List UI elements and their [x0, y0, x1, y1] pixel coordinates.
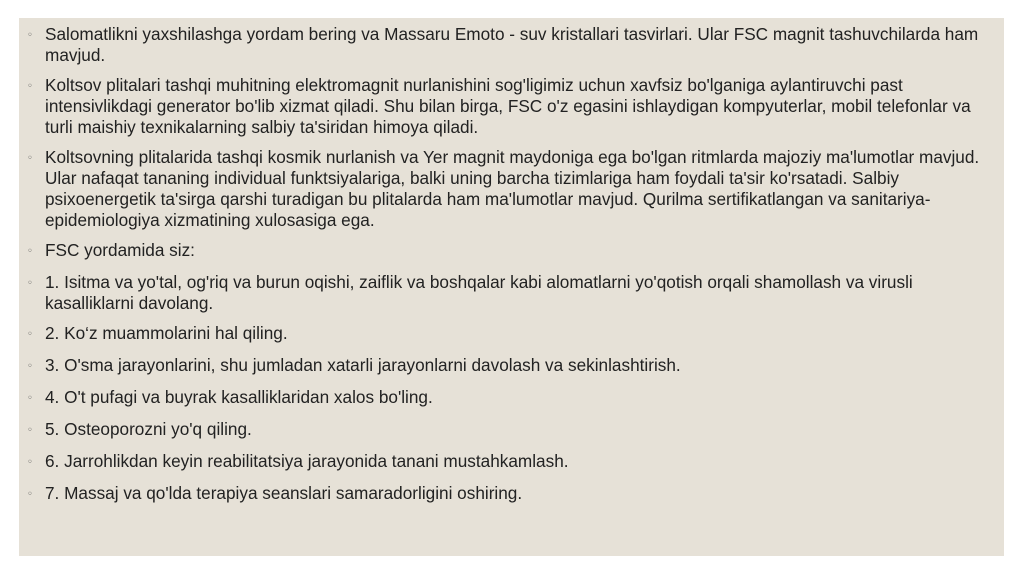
list-item [27, 483, 996, 506]
list-item [27, 451, 996, 474]
bullet-marker-icon: ◦ [27, 246, 33, 257]
list-item [27, 355, 996, 378]
bullet-text: 4. O't pufagi va buyrak kasalliklaridan xalos bo'ling. [45, 387, 433, 407]
bullet-text: Koltsov plitalari tashqi muhitning elektromagnit nurlanishini sog'ligimiz uchun xavfsiz bo'lganiga aylantiruvchi past intensivlikdagi generator bo'lib xizmat qiladi. Shu bilan birga, FSC o'z egasini ishlaydigan kompyuterlar, mobil telefonlar va turli maishiy texnikalarning salbiy ta'siridan himoya qiladi. [45, 75, 971, 137]
bullet-text: FSC yordamida siz: [45, 240, 195, 260]
bullet-text: Salomatlikni yaxshilashga yordam bering va Massaru Emoto - suv kristallari tasvirlari. Ular FSC magnit tashuvchilarda ham mavjud. [45, 24, 979, 65]
bullet-marker-icon: ◦ [27, 81, 33, 92]
list-item [27, 272, 996, 314]
bullet-text: 3. O'sma jarayonlarini, shu jumladan xatarli jarayonlarni davolash va sekinlashtirish. [45, 355, 681, 375]
bullet-text: 1. Isitma va yo'tal, og'riq va burun oqishi, zaiflik va boshqalar kabi alomatlarni yo'qotish orqali shamollash va virusli kasalliklarni davolang. [45, 272, 913, 313]
list-item [27, 75, 996, 138]
list-item [27, 240, 996, 263]
bullet-marker-icon: ◦ [27, 457, 33, 468]
bullet-marker-icon: ◦ [27, 361, 33, 372]
bullet-text: 7. Massaj va qo'lda terapiya seanslari samaradorligini oshiring. [45, 483, 523, 503]
bullet-marker-icon: ◦ [27, 489, 33, 500]
list-item [27, 419, 996, 442]
bullet-marker-icon: ◦ [27, 30, 33, 41]
bullet-text: 6. Jarrohlikdan keyin reabilitatsiya jarayonida tanani mustahkamlash. [45, 451, 569, 471]
bullet-marker-icon: ◦ [27, 153, 33, 164]
bullet-list [27, 24, 996, 506]
list-item [27, 147, 996, 231]
list-item [27, 24, 996, 66]
bullet-marker-icon: ◦ [27, 329, 33, 340]
bullet-text: 5. Osteoporozni yo'q qiling. [45, 419, 252, 439]
bullet-marker-icon: ◦ [27, 425, 33, 436]
list-item [27, 387, 996, 410]
bullet-marker-icon: ◦ [27, 393, 33, 404]
list-item [27, 323, 996, 346]
bullet-text: 2. Ko‘z muammolarini hal qiling. [45, 323, 288, 343]
slide-content-panel [19, 18, 1004, 556]
bullet-marker-icon: ◦ [27, 278, 33, 289]
bullet-text: Koltsovning plitalarida tashqi kosmik nurlanish va Yer magnit maydoniga ega bo'lgan ritmlarda majoziy ma'lumotlar mavjud. Ular nafaqat tananing individual funktsiyalariga, balki uning barcha tizimlariga ham foydali ta'sir ko'rsatadi. Salbiy psixoenergetik ta'sirga qarshi turadigan bu plitalarda ham ma'lumotlar mavjud. Qurilma sertifikatlangan va sanitariya-epidemiologiya xizmatining xulosasiga ega. [45, 147, 980, 230]
